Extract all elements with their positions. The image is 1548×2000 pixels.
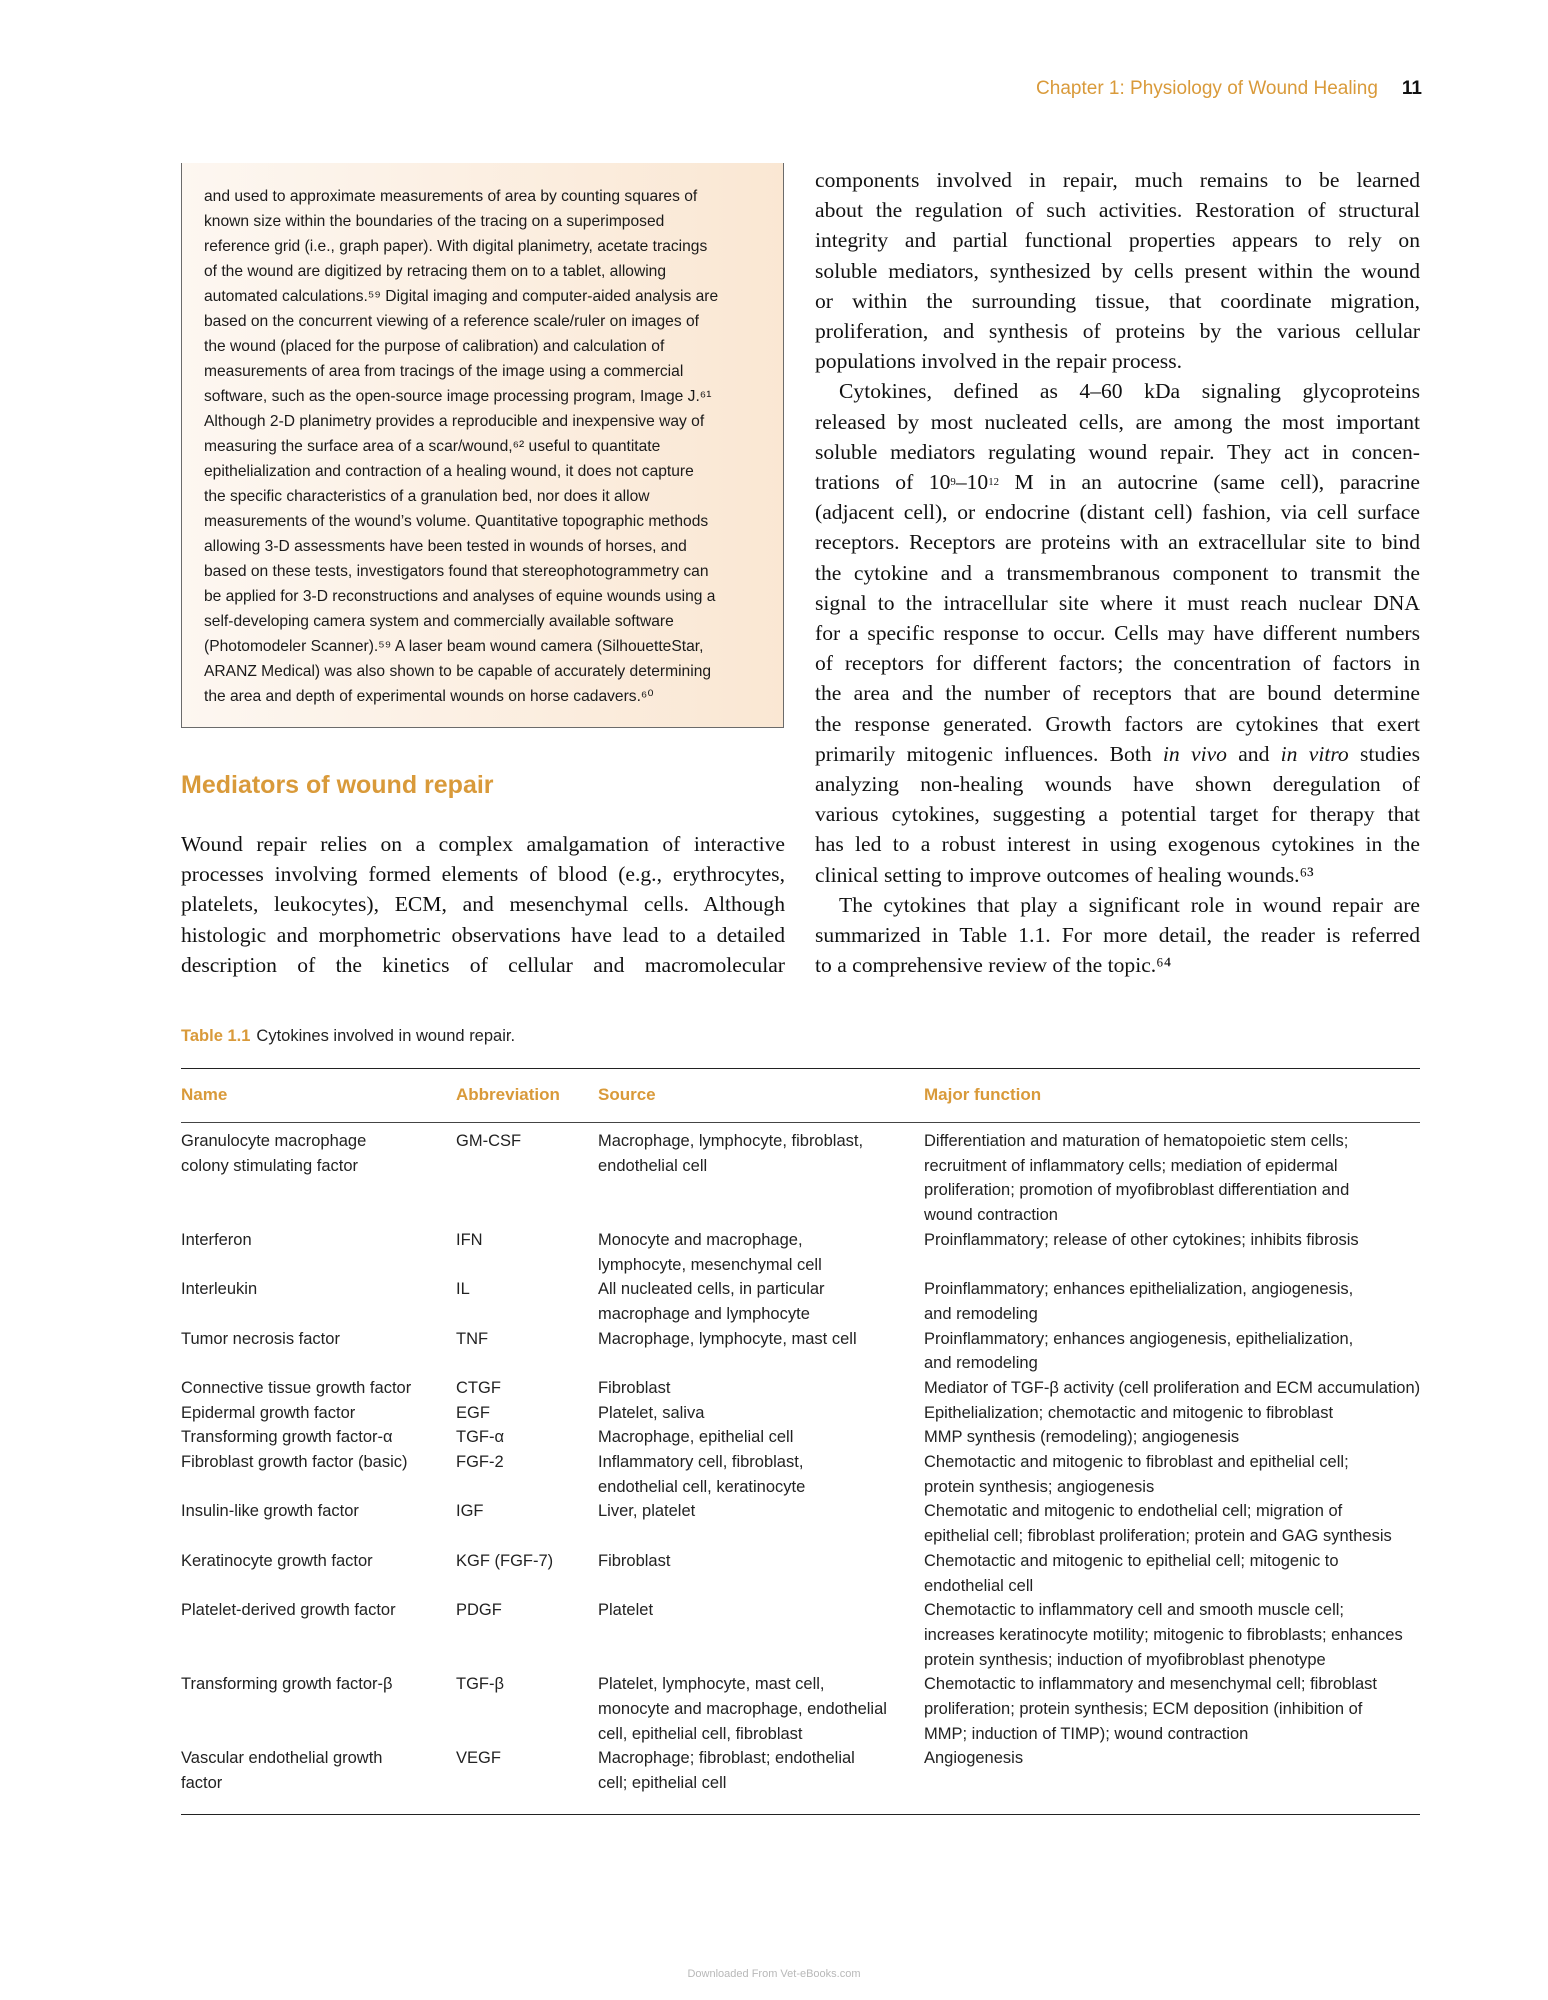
body-text-line: description of the kinetics of cellular and macromolecular (181, 952, 785, 977)
body-text-line: of receptors for different factors; the concentration of factors in (815, 651, 1420, 676)
header-name: Name (181, 1085, 228, 1104)
cell-line: proliferation; promotion of myofibroblast differentiation and (924, 1181, 1350, 1200)
body-text-line: integrity and partial functional properties appears to rely on (815, 228, 1420, 253)
body-text-line (815, 467, 1420, 497)
table-row (181, 1228, 1420, 1277)
cell-name (181, 1376, 411, 1401)
cell-line: Epithelialization; chemotactic and mitogenic to fibroblast (924, 1403, 1334, 1422)
cell-name (181, 1450, 408, 1475)
cell-major-function (924, 1277, 1353, 1326)
box-text-line: the area and depth of experimental wounds on horse cadavers.⁶⁰ (204, 688, 654, 705)
cell-line: Platelet-derived growth factor (181, 1601, 396, 1620)
table-row (181, 1425, 1420, 1450)
cell-source (598, 1228, 822, 1277)
cell-line: Transforming growth factor-α (181, 1428, 393, 1447)
cell-major-function (924, 1425, 1239, 1450)
table-row (181, 1499, 1420, 1548)
box-text-line: the wound (placed for the purpose of calibration) and calculation of (204, 338, 665, 355)
italic-term: in vitro (1280, 741, 1349, 766)
cell-line: Liver, platelet (598, 1502, 696, 1521)
cell-source (598, 1277, 825, 1326)
cell-source (598, 1129, 863, 1178)
page-number: 11 (1401, 78, 1422, 99)
cell-abbreviation (456, 1327, 488, 1352)
cell-line: Differentiation and maturation of hematopoietic stem cells; (924, 1132, 1349, 1150)
chapter-title: Chapter 1: Physiology of Wound Healing (1036, 78, 1378, 99)
cell-line: MMP; induction of TIMP); wound contraction (924, 1724, 1249, 1743)
cell-line: Macrophage, lymphocyte, fibroblast, (598, 1132, 864, 1150)
cell-line: and remodeling (924, 1304, 1038, 1323)
box-text-line: automated calculations.⁵⁹ Digital imaging and computer-aided analysis are (204, 288, 719, 305)
cell-line: Tumor necrosis factor (181, 1329, 340, 1348)
body-text-line: The cytokines that play a significant role in wound repair are (839, 892, 1420, 917)
cell-major-function (924, 1598, 1403, 1672)
cell-line: FGF-2 (456, 1453, 504, 1472)
cell-abbreviation (456, 1228, 483, 1253)
cell-major-function (924, 1549, 1339, 1598)
cell-line: macrophage and lymphocyte (598, 1304, 810, 1323)
cell-name (181, 1425, 393, 1450)
body-text-line: Cytokines, defined as 4–60 kDa signaling glycoproteins (839, 379, 1420, 404)
cell-line: protein synthesis; angiogenesis (924, 1477, 1155, 1496)
cell-source (598, 1549, 670, 1574)
body-text-line: or within the surrounding tissue, that coordinate migration, (815, 288, 1420, 313)
box-text-line: measurements of the wound’s volume. Quantitative topographic methods (204, 513, 709, 530)
cell-line: Fibroblast growth factor (basic) (181, 1453, 408, 1472)
body-text-line: signal to the intracellular site where it must reach nuclear DNA (815, 590, 1420, 615)
cell-major-function (924, 1129, 1349, 1228)
cell-line: GM-CSF (456, 1132, 522, 1150)
cell-abbreviation (456, 1672, 504, 1697)
table-caption (181, 1027, 515, 1046)
cell-name (181, 1549, 373, 1574)
cell-source (598, 1376, 670, 1401)
box-text-line: ARANZ Medical) was also shown to be capable of accurately determining (204, 663, 712, 680)
body-text-line: platelets, leukocytes), ECM, and mesenchymal cells. Although (181, 892, 785, 917)
box-text-line: software, such as the open-source image processing program, Image J.⁶¹ (204, 388, 712, 405)
body-text-line: soluble mediators, synthesized by cells present within the wound (815, 258, 1420, 283)
body-text-line: summarized in Table 1.1. For more detail, the reader is referred (815, 923, 1420, 948)
cell-name (181, 1499, 359, 1524)
cell-line: TGF-β (456, 1675, 504, 1694)
table-row (181, 1277, 1420, 1326)
text-run: primarily mitogenic influences. Both (815, 741, 1163, 766)
cell-source (598, 1499, 695, 1524)
cell-abbreviation (456, 1549, 553, 1574)
box-text-line: (Photomodeler Scanner).⁵⁹ A laser beam wound camera (SilhouetteStar, (204, 638, 704, 655)
body-text-line: for a specific response to occur. Cells may have different numbers (815, 621, 1420, 646)
body-text-line: about the regulation of such activities. Restoration of structural (815, 198, 1420, 223)
cell-line: factor (181, 1774, 223, 1793)
cell-name (181, 1598, 396, 1623)
cell-line: TGF-α (456, 1428, 505, 1447)
box-text-line: allowing 3-D assessments have been tested in wounds of horses, and (204, 538, 687, 555)
cell-line: cell, epithelial cell, fibroblast (598, 1724, 803, 1743)
cell-line: monocyte and macrophage, endothelial (598, 1700, 887, 1718)
cell-major-function (924, 1401, 1333, 1426)
cell-major-function (924, 1450, 1349, 1499)
body-text-line: (adjacent cell), or endocrine (distant cell) fashion, via cell surface (815, 500, 1420, 525)
right-column (815, 165, 1420, 980)
body-text-line: various cytokines, suggesting a potential target for therapy that (815, 802, 1420, 827)
table-row (181, 1549, 1420, 1598)
box-text-line: measurements of area from tracings of the image using a commercial (204, 363, 684, 380)
box-text-line: known size within the boundaries of the tracing on a superimposed (204, 213, 665, 230)
body-text-line: soluble mediators regulating wound repair. They act in concen- (815, 439, 1420, 464)
cell-source (598, 1327, 857, 1352)
cell-abbreviation (456, 1129, 521, 1154)
cell-line: IGF (456, 1502, 484, 1521)
table-header-row (181, 1069, 1420, 1123)
cell-line: Mediator of TGF-β activity (cell proliferation and ECM accumulation) (924, 1378, 1421, 1397)
cell-line: Chemotactic to inflammatory and mesenchymal cell; fibroblast (924, 1675, 1378, 1694)
cell-major-function (924, 1327, 1353, 1376)
cell-source (598, 1450, 805, 1499)
cell-abbreviation (456, 1376, 501, 1401)
header-abbreviation: Abbreviation (456, 1085, 560, 1104)
body-text-line: to a comprehensive review of the topic.⁶⁴ (815, 953, 1172, 978)
cell-abbreviation (456, 1277, 470, 1302)
cell-line: Macrophage, lymphocyte, mast cell (598, 1329, 857, 1348)
cell-line: CTGF (456, 1378, 501, 1397)
table-row (181, 1672, 1420, 1746)
body-text-line: proliferation, and synthesis of proteins by the various cellular (815, 319, 1420, 344)
body-text-line (815, 739, 1420, 769)
cell-line: Transforming growth factor-β (181, 1675, 393, 1694)
text-run: and (1226, 741, 1281, 766)
cell-line: colony stimulating factor (181, 1156, 358, 1175)
cell-major-function (924, 1746, 1023, 1771)
body-text-line: Wound repair relies on a complex amalgamation of interactive (181, 832, 785, 856)
italic-term: in vivo (1162, 741, 1227, 766)
cell-line: epithelial cell; fibroblast proliferation; protein and GAG synthesis (924, 1527, 1392, 1546)
cell-line: Chemotatic and mitogenic to endothelial cell; migration of (924, 1502, 1343, 1521)
body-text-line: the response generated. Growth factors are cytokines that exert (815, 711, 1420, 736)
running-header (1036, 78, 1422, 100)
cell-line: KGF (FGF-7) (456, 1551, 554, 1570)
cell-line: Platelet, lymphocyte, mast cell, (598, 1675, 825, 1694)
table-row (181, 1401, 1420, 1426)
cell-line: Fibroblast (598, 1551, 671, 1570)
body-text-line: has led to a robust interest in using exogenous cytokines in the (815, 832, 1420, 857)
cell-abbreviation (456, 1425, 504, 1450)
cell-line: Platelet, saliva (598, 1403, 705, 1422)
cell-abbreviation (456, 1450, 504, 1475)
cell-line: MMP synthesis (remodeling); angiogenesis (924, 1428, 1240, 1447)
cell-line: Keratinocyte growth factor (181, 1551, 373, 1570)
table-row (181, 1746, 1420, 1795)
box-text-line: the specific characteristics of a granulation bed, nor does it allow (204, 488, 650, 505)
body-text-line: the area and the number of receptors that are bound determine (815, 681, 1420, 706)
cell-line: All nucleated cells, in particular (598, 1280, 825, 1299)
table-row (181, 1129, 1420, 1228)
cell-line: Proinflammatory; enhances angiogenesis, epithelialization, (924, 1329, 1354, 1348)
cell-line: PDGF (456, 1601, 502, 1620)
watermark-footer: Downloaded From Vet-eBooks.com (687, 1968, 861, 1980)
box-text-line: and used to approximate measurements of area by counting squares of (204, 188, 698, 205)
header-major-function: Major function (924, 1085, 1042, 1104)
cell-line: endothelial cell (924, 1576, 1034, 1595)
cell-line: Platelet (598, 1601, 654, 1620)
cell-line: IL (456, 1280, 470, 1299)
text-run: studies (1348, 741, 1420, 766)
table-row (181, 1598, 1420, 1672)
cell-line: wound contraction (924, 1206, 1058, 1225)
body-text-line: released by most nucleated cells, are among the most important (815, 409, 1420, 434)
cell-line: Epidermal growth factor (181, 1403, 356, 1422)
cell-line: endothelial cell, keratinocyte (598, 1477, 806, 1496)
left-column (181, 829, 785, 980)
table-body (181, 1123, 1420, 1796)
cell-abbreviation (456, 1598, 502, 1623)
cell-line: IFN (456, 1230, 483, 1249)
cell-line: Angiogenesis (924, 1749, 1024, 1768)
cell-line: Connective tissue growth factor (181, 1378, 412, 1397)
exponent: 9 (950, 476, 956, 489)
cell-line: recruitment of inflammatory cells; mediation of epidermal (924, 1156, 1338, 1175)
table-caption-label: Table 1.1 (181, 1027, 251, 1045)
box-text-line: Although 2-D planimetry provides a reproducible and inexpensive way of (204, 413, 705, 430)
cell-line: lymphocyte, mesenchymal cell (598, 1255, 822, 1274)
cell-line: Chemotactic and mitogenic to epithelial cell; mitogenic to (924, 1551, 1339, 1570)
cell-line: Chemotactic to inflammatory cell and smooth muscle cell; (924, 1601, 1344, 1620)
body-text-line: clinical setting to improve outcomes of healing wounds.⁶³ (815, 862, 1314, 887)
text-run: M in an autocrine (same cell), paracrine (999, 470, 1420, 495)
cell-name (181, 1672, 393, 1697)
cell-line: Inflammatory cell, fibroblast, (598, 1453, 804, 1472)
cell-line: Proinflammatory; release of other cytokines; inhibits fibrosis (924, 1230, 1359, 1249)
box-text-line: of the wound are digitized by retracing them on to a tablet, allowing (204, 263, 667, 280)
header-source: Source (598, 1085, 656, 1104)
table-caption-text: Cytokines involved in wound repair. (256, 1027, 516, 1045)
cell-line: Proinflammatory; enhances epithelialization, angiogenesis, (924, 1280, 1354, 1299)
cell-line: cell; epithelial cell (598, 1774, 727, 1793)
cytokines-table (181, 1068, 1420, 1815)
box-text-line: reference grid (i.e., graph paper). With digital planimetry, acetate tracings (204, 238, 708, 255)
sidebar-box (181, 163, 784, 728)
body-text-line: processes involving formed elements of blood (e.g., erythrocytes, (181, 862, 785, 887)
cell-name (181, 1401, 355, 1426)
cell-line: proliferation; protein synthesis; ECM deposition (inhibition of (924, 1700, 1363, 1718)
cell-name (181, 1277, 257, 1302)
cell-line: increases keratinocyte motility; mitogenic to fibroblasts; enhances (924, 1625, 1403, 1644)
box-text-line: based on these tests, investigators found that stereophotogrammetry can (204, 563, 709, 580)
cell-line: Interleukin (181, 1280, 258, 1299)
cell-source (598, 1598, 653, 1623)
table-row (181, 1327, 1420, 1376)
cell-line: Monocyte and macrophage, (598, 1230, 803, 1249)
section-heading: Mediators of wound repair (181, 771, 494, 799)
body-text-line: histologic and morphometric observations have lead to a detailed (181, 922, 785, 947)
cell-major-function (924, 1672, 1377, 1746)
cell-line: Fibroblast (598, 1378, 671, 1397)
cell-line: Interferon (181, 1230, 252, 1249)
cell-source (598, 1401, 704, 1426)
cell-name (181, 1746, 382, 1795)
cell-abbreviation (456, 1401, 490, 1426)
cell-line: Macrophage, epithelial cell (598, 1428, 794, 1447)
box-text-line: epithelialization and contraction of a healing wound, it does not capture (204, 463, 694, 480)
cell-source (598, 1746, 855, 1795)
cell-abbreviation (456, 1499, 484, 1524)
cell-line: EGF (456, 1403, 490, 1422)
body-text-line: the cytokine and a transmembranous component to transmit the (815, 560, 1420, 585)
table-row (181, 1376, 1420, 1401)
cell-name (181, 1327, 340, 1352)
cell-major-function (924, 1376, 1420, 1401)
cell-line: protein synthesis; induction of myofibroblast phenotype (924, 1650, 1326, 1669)
box-text-line: measuring the surface area of a scar/wound,⁶² useful to quantitate (204, 438, 661, 455)
text-run: trations of 10 (815, 470, 951, 495)
body-text-line: receptors. Receptors are proteins with an extracellular site to bind (815, 530, 1420, 555)
cell-major-function (924, 1499, 1392, 1548)
cell-abbreviation (456, 1746, 501, 1771)
body-text-line: populations involved in the repair process. (815, 349, 1183, 374)
body-text-line: analyzing non-healing wounds have shown deregulation of (815, 772, 1420, 797)
cell-line: and remodeling (924, 1354, 1038, 1373)
cell-line: Vascular endothelial growth (181, 1749, 383, 1768)
cell-line: Macrophage; fibroblast; endothelial (598, 1749, 855, 1768)
cell-major-function (924, 1228, 1359, 1253)
text-run: –10 (955, 470, 989, 495)
cell-name (181, 1129, 366, 1178)
exponent: 12 (988, 476, 999, 489)
cell-line: TNF (456, 1329, 489, 1348)
cell-line: Chemotactic and mitogenic to fibroblast and epithelial cell; (924, 1453, 1349, 1472)
body-text-line: components involved in repair, much remains to be learned (815, 168, 1420, 192)
cell-line: VEGF (456, 1749, 501, 1768)
cell-line: Granulocyte macrophage (181, 1132, 367, 1150)
cell-name (181, 1228, 252, 1253)
cell-source (598, 1672, 887, 1746)
cell-source (598, 1425, 793, 1450)
box-text-line: be applied for 3-D reconstructions and analyses of equine wounds using a (204, 588, 716, 605)
cell-line: endothelial cell (598, 1156, 708, 1175)
box-text-line: based on the concurrent viewing of a reference scale/ruler on images of (204, 313, 699, 330)
box-text-line: self-developing camera system and commercially available software (204, 613, 674, 630)
table-row (181, 1450, 1420, 1499)
cell-line: Insulin-like growth factor (181, 1502, 359, 1521)
